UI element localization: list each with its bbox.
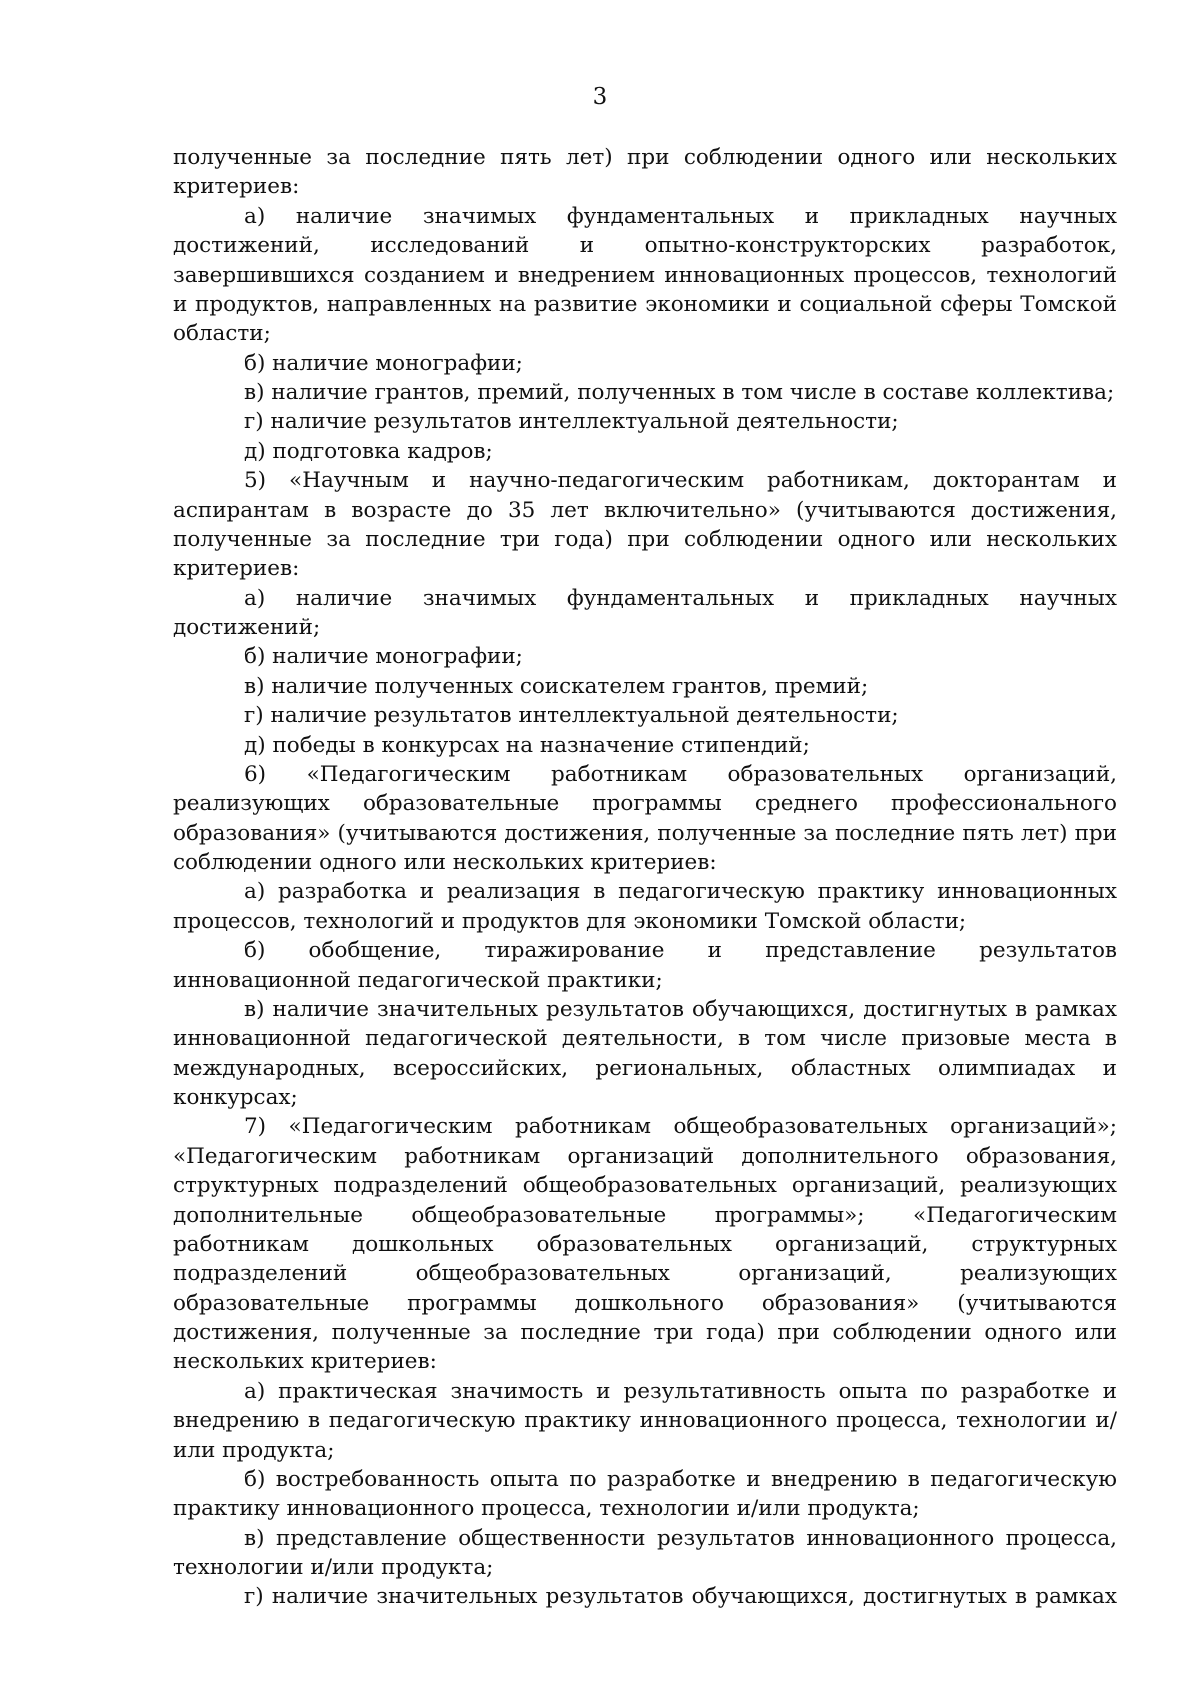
paragraph: в) представление общественности результатов инновационного процесса, технологии и/или продукта; [173, 1525, 1117, 1580]
paragraph: г) наличие значительных результатов обучающихся, достигнутых в рамках [244, 1584, 1117, 1610]
paragraph: 6) «Педагогическим работникам образовательных организаций, реализующих образовательные программы среднего профессионального образования» (учитываются достижения, полученные за последние пять лет) при соблюдении одного или нескольких критериев: [173, 761, 1117, 875]
paragraph: а) разработка и реализация в педагогическую практику инновационных процессов, технологий и продуктов для экономики Томской области; [173, 879, 1117, 934]
paragraph: 5) «Научным и научно-педагогическим работникам, докторантам и аспирантам в возрасте до 35 лет включительно» (учитываются достижения, полученные за последние три года) при соблюдении одного или нескольких критериев: [173, 468, 1117, 582]
paragraph: б) наличие монографии; [244, 644, 523, 670]
page-number: 3 [592, 84, 608, 110]
paragraph: а) практическая значимость и результативность опыта по разработке и внедрению в педагогическую практику инновационного процесса, технологии и/или продукта; [173, 1378, 1117, 1463]
paragraph: 7) «Педагогическим работникам общеобразовательных организаций»; «Педагогическим работникам организаций дополнительного образования, структурных подразделений общеобразовательных организаций, реализующих дополнительные общеобразовательные программы»; «Педагогическим работникам дошкольных образовательных организаций, структурных подразделений общеобразовательных организаций, реализующих образовательные программы дошкольного образования» (учитываются достижения, полученные за последние три года) при соблюдении одного или нескольких критериев: [173, 1114, 1117, 1375]
paragraph: д) подготовка кадров; [244, 438, 493, 464]
paragraph: а) наличие значимых фундаментальных и прикладных научных достижений; [173, 585, 1117, 640]
paragraph: г) наличие результатов интеллектуальной деятельности; [244, 409, 899, 435]
paragraph: г) наличие результатов интеллектуальной деятельности; [244, 703, 899, 729]
paragraph: в) наличие полученных соискателем грантов, премий; [244, 673, 869, 699]
document-body [173, 143, 1117, 1612]
paragraph: б) наличие монографии; [244, 350, 523, 376]
paragraph: полученные за последние пять лет) при соблюдении одного или нескольких критериев: [173, 145, 1117, 200]
paragraph: б) востребованность опыта по разработке и внедрению в педагогическую практику инновационного процесса, технологии и/или продукта; [173, 1466, 1117, 1522]
paragraph: в) наличие грантов, премий, полученных в том числе в составе коллектива; [244, 380, 1115, 405]
paragraph: д) победы в конкурсах на назначение стипендий; [244, 732, 810, 758]
paragraph: а) наличие значимых фундаментальных и прикладных научных достижений, исследований и опытно-конструкторских разработок, завершившихся созданием и внедрением инновационных процессов, технологий и продуктов, направленных на развитие экономики и социальной сферы Томской области; [173, 203, 1117, 347]
paragraph: б) обобщение, тиражирование и представление результатов инновационной педагогической практики; [173, 938, 1117, 993]
paragraph: в) наличие значительных результатов обучающихся, достигнутых в рамках инновационной педагогической деятельности, в том числе призовые места в международных, всероссийских, региональных, областных олимпиадах и конкурсах; [173, 996, 1117, 1110]
